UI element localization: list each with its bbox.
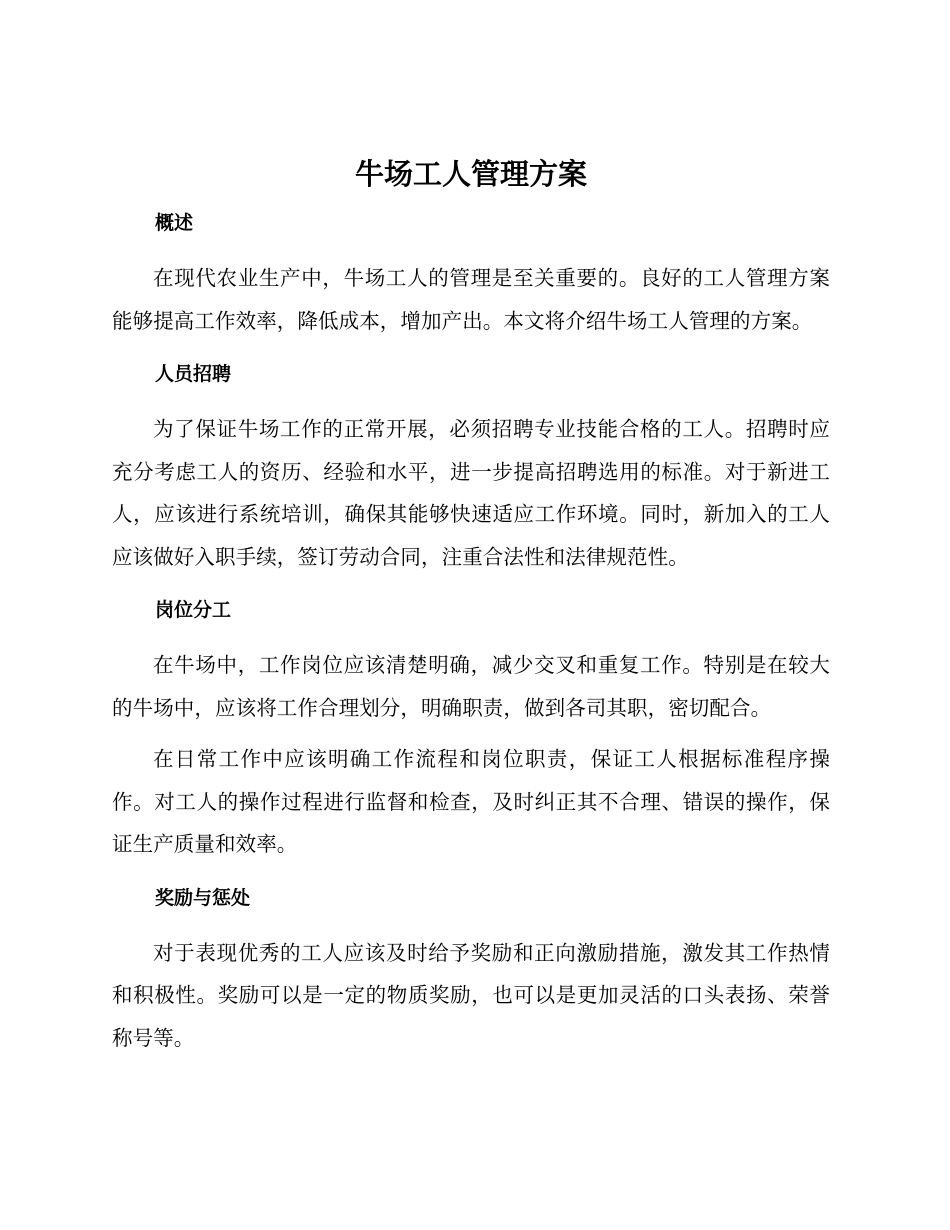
paragraph-rewards-penalties: 对于表现优秀的工人应该及时给予奖励和正向激励措施，激发其工作热情和积极性。奖励可以是一定的物质奖励，也可以是更加灵活的口头表扬、荣誉称号等。 <box>112 940 830 1050</box>
paragraph-job-division-1: 在牛场中，工作岗位应该清楚明确，减少交叉和重复工作。特别是在较大的牛场中，应该将工作合理划分，明确职责，做到各司其职，密切配合。 <box>112 653 830 720</box>
paragraph-job-division-2: 在日常工作中应该明确工作流程和岗位职责，保证工人根据标准程序操作。对工人的操作过程进行监督和检查，及时纠正其不合理、错误的操作，保证生产质量和效率。 <box>112 747 830 856</box>
paragraph-recruitment: 为了保证牛场工作的正常开展，必须招聘专业技能合格的工人。招聘时应充分考虑工人的资历、经验和水平，进一步提高招聘选用的标准。对于新进工人，应该进行系统培训，确保其能够快速适应工作环境。同时，新加入的工人应该做好入职手续，签订劳动合同，注重合法性和法律规范性。 <box>112 417 830 569</box>
section-heading-recruitment: 人员招聘 <box>155 363 232 385</box>
section-heading-rewards-penalties: 奖励与惩处 <box>155 886 251 909</box>
paragraph-overview: 在现代农业生产中，牛场工人的管理是至关重要的。良好的工人管理方案能够提高工作效率，降低成本，增加产出。本文将介绍牛场工人管理的方案。 <box>112 266 830 333</box>
document-content <box>112 152 830 1059</box>
document-title: 牛场工人管理方案 <box>354 157 587 191</box>
section-heading-job-division: 岗位分工 <box>155 599 232 621</box>
section-heading-overview: 概述 <box>155 212 194 234</box>
